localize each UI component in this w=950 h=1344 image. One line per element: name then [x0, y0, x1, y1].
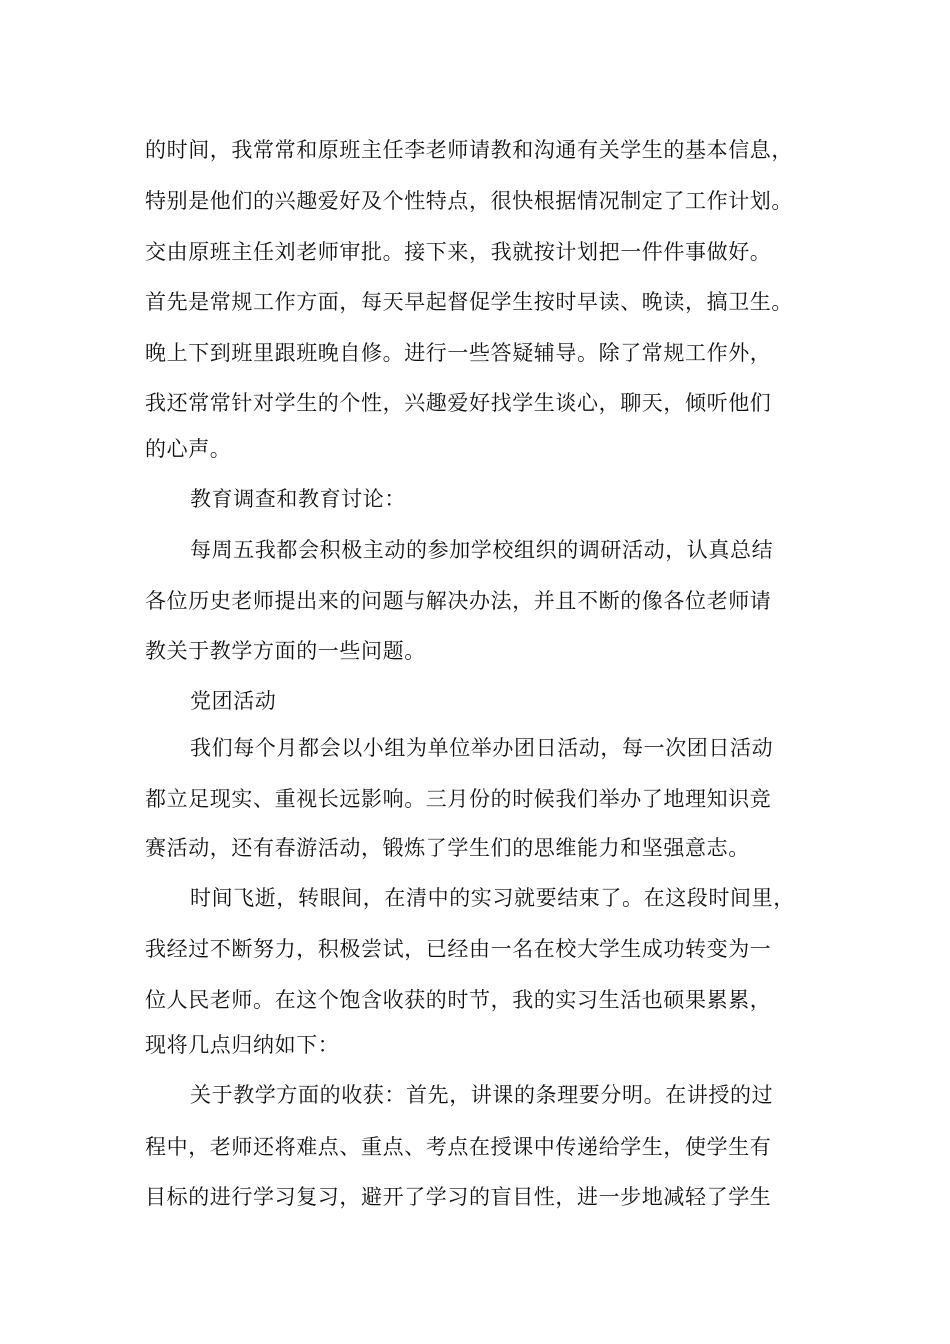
text-line: 我还常常针对学生的个性，兴趣爱好找学生谈心，聊天，倾听他们 — [145, 391, 772, 415]
text-line: 的心声。 — [145, 437, 232, 461]
text-line: 赛活动，还有春游活动，锻炼了学生们的思维能力和坚强意志。 — [145, 836, 750, 860]
text-line: 关于教学方面的收获：首先，讲课的条理要分明。在讲授的过 — [190, 1083, 774, 1107]
text-line: 现将几点归纳如下： — [145, 1033, 340, 1057]
text-line: 晚上下到班里跟班晚自修。进行一些答疑辅导。除了常规工作外， — [145, 341, 772, 365]
text-line: 我们每个月都会以小组为单位举办团日活动，每一次团日活动 — [190, 736, 774, 760]
text-line: 时间飞逝，转眼间，在清中的实习就要结束了。在这段时间里， — [190, 886, 795, 910]
text-line: 交由原班主任刘老师审批。接下来，我就按计划把一件件事做好。 — [145, 240, 772, 264]
text-line: 的时间，我常常和原班主任李老师请教和沟通有关学生的基本信息， — [145, 138, 793, 162]
text-line: 特别是他们的兴趣爱好及个性特点，很快根据情况制定了工作计划。 — [145, 189, 793, 213]
text-line: 我经过不断努力，积极尝试，已经由一名在校大学生成功转变为一 — [145, 937, 772, 961]
text-line: 都立足现实、重视长远影响。三月份的时候我们举办了地理知识竞 — [145, 787, 772, 811]
text-line: 首先是常规工作方面，每天早起督促学生按时早读、晚读，搞卫生。 — [145, 290, 793, 314]
text-line: 程中，老师还将难点、重点、考点在授课中传递给学生，使学生有 — [145, 1135, 772, 1159]
text-line: 每周五我都会积极主动的参加学校组织的调研活动，认真总结 — [190, 538, 774, 562]
text-line: 位人民老师。在这个饱含收获的时节，我的实习生活也硕果累累， — [145, 988, 772, 1012]
text-line: 目标的进行学习复习，避开了学习的盲目性，进一步地减轻了学生 — [145, 1185, 772, 1209]
section-heading: 教育调查和教育讨论： — [190, 487, 406, 511]
text-line: 教关于教学方面的一些问题。 — [145, 639, 426, 663]
text-line: 各位历史老师提出来的问题与解决办法，并且不断的像各位老师请 — [145, 589, 772, 613]
section-heading: 党团活动 — [190, 689, 277, 713]
